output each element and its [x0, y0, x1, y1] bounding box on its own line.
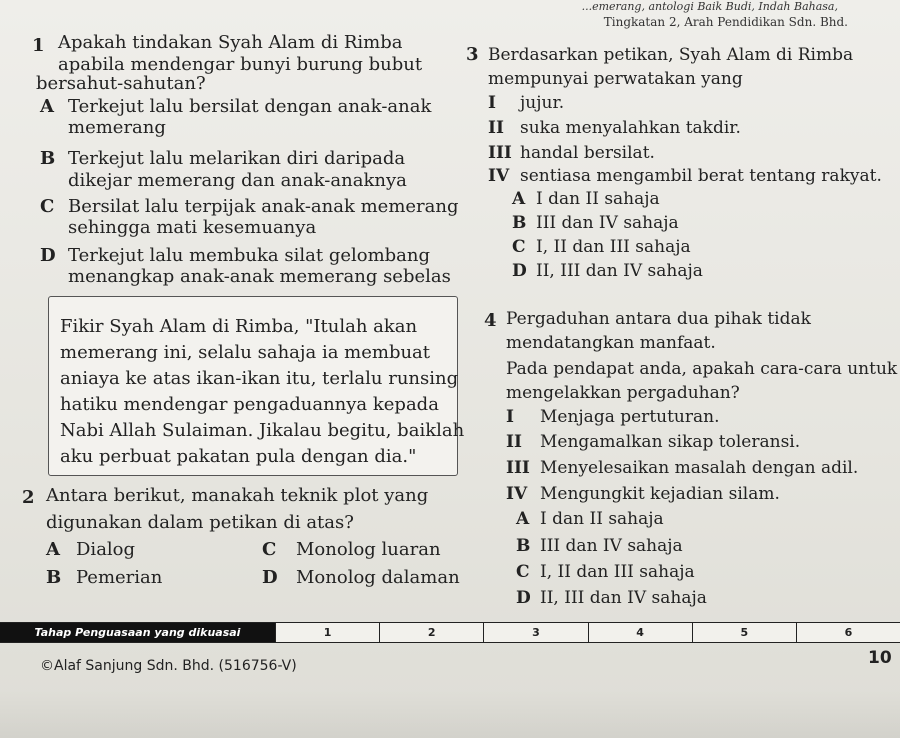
q2-option-text: Monolog dalaman — [296, 567, 460, 588]
q3-option-key: B — [512, 213, 527, 233]
q2-option-key: C — [262, 539, 277, 560]
mastery-level-cell[interactable]: 1 — [275, 623, 379, 642]
q3-option-key: C — [512, 237, 526, 257]
q2-option-key: B — [46, 567, 62, 588]
q4-option-text: I dan II sahaja — [540, 509, 664, 529]
q4-stem-line: mengelakkan pergaduhan? — [506, 383, 740, 403]
q4-option-key: A — [516, 509, 530, 529]
excerpt-line: memerang ini, selalu sahaja ia membuat — [60, 342, 431, 363]
mastery-level-cell[interactable]: 2 — [379, 623, 483, 642]
q4-stem-line: mendatangkan manfaat. — [506, 333, 716, 353]
q3-option-key: D — [512, 261, 527, 281]
q4-statement-key: II — [506, 432, 522, 452]
q4-option-key: D — [516, 588, 531, 608]
q4-option-key: C — [516, 562, 530, 582]
q1-stem-line: apabila mendengar bunyi burung bubut — [58, 54, 423, 75]
q4-option-text: I, II dan III sahaja — [540, 562, 695, 582]
q1-option-text: Terkejut lalu bersilat dengan anak-anak — [68, 96, 432, 117]
q1-option-text: memerang — [68, 117, 166, 138]
q3-statement-text: handal bersilat. — [520, 143, 655, 163]
mastery-level-cell[interactable]: 5 — [692, 623, 796, 642]
page-shadow — [0, 690, 900, 738]
mastery-level-cell[interactable]: 6 — [796, 623, 900, 642]
mastery-level-strip — [0, 622, 900, 643]
q1-number: 1 — [32, 35, 45, 56]
q1-option-text: dikejar memerang dan anak-anaknya — [68, 170, 407, 191]
excerpt-line: Nabi Allah Sulaiman. Jikalau begitu, baiklah — [60, 420, 465, 441]
copyright-footer: ©Alaf Sanjung Sdn. Bhd. (516756-V) — [40, 658, 297, 674]
q1-option-text: Terkejut lalu melarikan diri daripada — [68, 148, 406, 169]
q2-option-text: Monolog luaran — [296, 539, 441, 560]
q4-statement-text: Mengungkit kejadian silam. — [540, 484, 780, 504]
q3-stem-line: mempunyai perwatakan yang — [488, 69, 743, 89]
book-series-header: ...emerang, antologi Baik Budi, Indah Bahasa, — [581, 0, 838, 13]
q3-option-text: II, III dan IV sahaja — [536, 261, 703, 281]
mastery-level-cell[interactable]: 3 — [483, 623, 587, 642]
q4-statement-key: IV — [506, 484, 528, 504]
q4-stem-line: Pada pendapat anda, apakah cara-cara untuk — [506, 359, 898, 379]
publisher-header: Tingkatan 2, Arah Pendidikan Sdn. Bhd. — [603, 15, 848, 29]
q1-option-key: C — [40, 196, 55, 217]
q3-stem-line: Berdasarkan petikan, Syah Alam di Rimba — [488, 45, 854, 65]
mastery-level-cell[interactable]: 4 — [588, 623, 692, 642]
q4-number: 4 — [484, 310, 497, 331]
q1-option-text: menangkap anak-anak memerang sebelas — [68, 266, 451, 287]
q1-option-text: Bersilat lalu terpijak anak-anak memerang — [68, 196, 459, 217]
q1-stem-line: Apakah tindakan Syah Alam di Rimba — [58, 32, 403, 53]
q4-statement-text: Menjaga pertuturan. — [540, 407, 720, 427]
q4-statement-text: Mengamalkan sikap toleransi. — [540, 432, 801, 452]
page-number: 10 — [868, 648, 892, 668]
q1-option-key: A — [40, 96, 54, 117]
q2-number: 2 — [22, 487, 35, 508]
q3-statement-text: jujur. — [520, 93, 565, 113]
mastery-level-label: Tahap Penguasaan yang dikuasai — [0, 623, 275, 642]
q2-option-key: A — [46, 539, 60, 560]
q3-option-text: I, II dan III sahaja — [536, 237, 691, 257]
q3-statement-key: III — [488, 143, 512, 163]
q3-statement-key: II — [488, 118, 504, 138]
q3-option-text: I dan II sahaja — [536, 189, 660, 209]
q2-stem-line: digunakan dalam petikan di atas? — [46, 512, 354, 533]
excerpt-line: aniaya ke atas ikan-ikan itu, terlalu runsing — [60, 368, 459, 389]
q3-statement-text: suka menyalahkan takdir. — [520, 118, 741, 138]
q3-number: 3 — [466, 44, 479, 65]
q3-option-key: A — [512, 189, 526, 209]
q1-option-text: Terkejut lalu membuka silat gelombang — [68, 245, 431, 266]
excerpt-line: aku perbuat pakatan pula dengan dia." — [60, 446, 417, 467]
q2-option-text: Dialog — [76, 539, 136, 560]
q4-stem-line: Pergaduhan antara dua pihak tidak — [506, 309, 811, 329]
excerpt-line: Fikir Syah Alam di Rimba, "Itulah akan — [60, 316, 418, 337]
q1-option-key: D — [40, 245, 56, 266]
q1-option-text: sehingga mati kesemuanya — [68, 217, 317, 238]
q4-statement-text: Menyelesaikan masalah dengan adil. — [540, 458, 859, 478]
q1-option-key: B — [40, 148, 56, 169]
excerpt-line: hatiku mendengar pengaduannya kepada — [60, 394, 439, 415]
q4-statement-key: III — [506, 458, 530, 478]
q3-statement-key: I — [488, 93, 496, 113]
q3-statement-key: IV — [488, 166, 510, 186]
q4-option-text: II, III dan IV sahaja — [540, 588, 707, 608]
q3-option-text: III dan IV sahaja — [536, 213, 679, 233]
q4-option-text: III dan IV sahaja — [540, 536, 683, 556]
q4-statement-key: I — [506, 407, 514, 427]
q3-statement-text: sentiasa mengambil berat tentang rakyat. — [520, 166, 882, 186]
q2-option-key: D — [262, 567, 278, 588]
q4-option-key: B — [516, 536, 531, 556]
q2-option-text: Pemerian — [76, 567, 163, 588]
q2-stem-line: Antara berikut, manakah teknik plot yang — [46, 485, 429, 506]
q1-stem-line: bersahut-sahutan? — [36, 73, 206, 94]
